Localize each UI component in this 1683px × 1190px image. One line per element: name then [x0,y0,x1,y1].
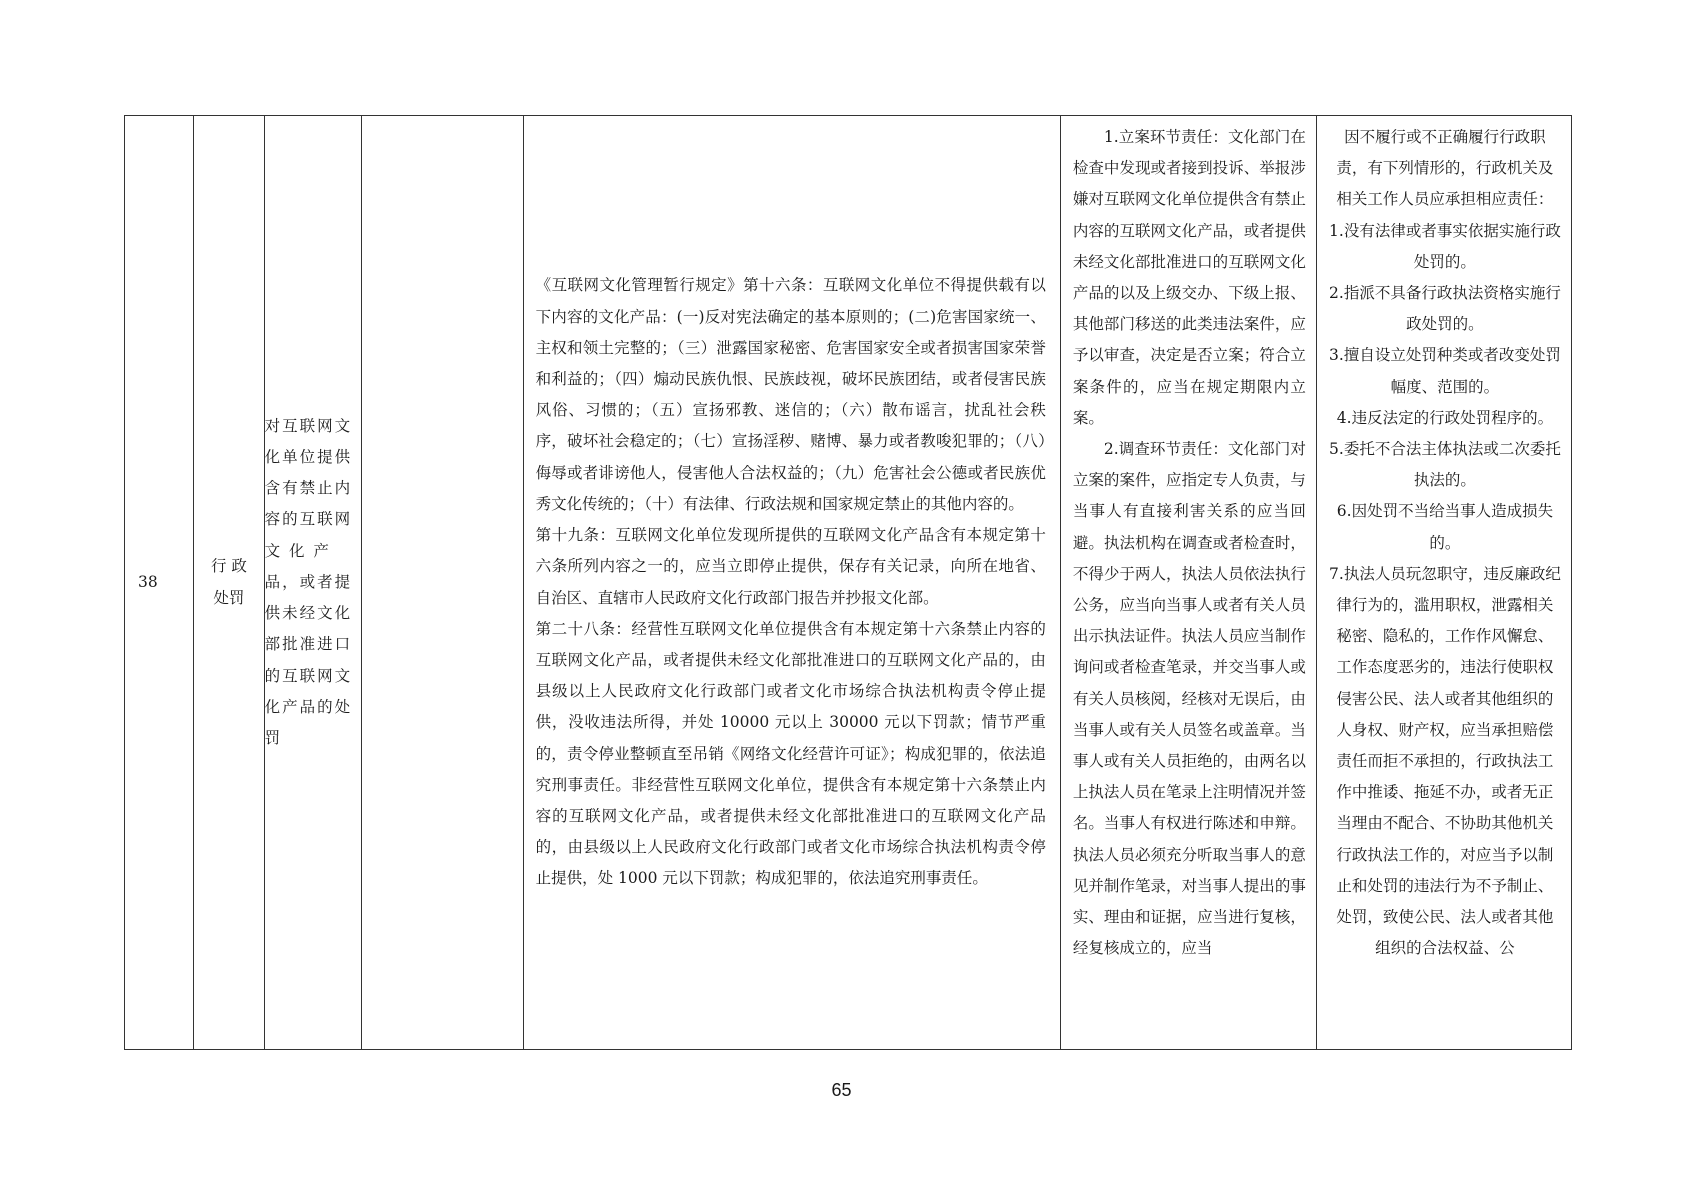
duty-paragraph: 1.立案环节责任：文化部门在检查中发现或者接到投诉、举报涉嫌对互联网文化单位提供含有禁止内容的互联网文化产品，或者提供未经文化部批准进口的互联网文化产品的以及上级交办、下级上报、其他部门移送的此类违法案件，应予以审查，决定是否立案；符合立案条件的，应当在规定期限内立案。 [1072,128,1306,427]
responsibility-paragraph: 7.执法人员玩忽职守，违反廉政纪律行为的，滥用职权，泄露相关秘密、隐私的，工作作风懈怠、工作态度恶劣的，违法行使职权侵害公民、法人或者其他组织的人身权、财产权，应当承担赔偿责任而拒不承担的，行政执法工作中推诿、拖延不办，或者无正当理由不配合、不协助其他机关行政执法工作的，对应当予以制止和处罚的违法行为不予制止、处罚，致使公民、法人或者其他组织的合法权益、公 [1329,564,1561,958]
duty-paragraph: 2.调查环节责任：文化部门对立案的案件，应指定专人负责，与当事人有直接利害关系的应当回避。执法机构在调查或者检查时，不得少于两人，执法人员依法执行公务，应当向当事人或者有关人员出示执法证件。执法人员应当制作询问或者检查笔录，并交当事人或有关人员核阅，经核对无误后，由当事人或有关人员签名或盖章。当事人或有关人员拒绝的，由两名以上执法人员在笔录上注明情况并签名。当事人有权进行陈述和申辩。执法人员必须充分听取当事人的意见并制作笔录，对当事人提出的事实、理由和证据，应当进行复核，经复核成立的，应当 [1072,440,1306,958]
power-type-cell [194,116,264,1050]
page-number: 65 [831,1080,852,1100]
responsibility-paragraph: 1.没有法律或者事实依据实施行政处罚的。 [1329,221,1561,271]
responsibility-paragraph: 4.违反法定的行政处罚程序的。 [1336,408,1554,427]
duty-cell [1060,116,1316,1050]
responsibility-paragraph: 5.委托不合法主体执法或二次委托执法的。 [1329,440,1561,490]
enforcement-table [124,115,1572,1050]
item-name: 对互联网文化单位提供含有禁止内容的互联网文 化 产品，或者提供未经文化部批准进口的互联网文化产品的处罚 [264,416,353,747]
blank-cell [361,116,523,1050]
responsibility-paragraph: 3.擅自设立处罚种类或者改变处罚幅度、范围的。 [1329,346,1561,396]
responsibility-paragraph: 2.指派不具备行政执法资格实施行政处罚的。 [1329,284,1561,334]
legal-basis-cell [523,116,1060,1050]
table-row [125,116,1572,1050]
responsibility-paragraph: 因不履行或不正确履行行政职责，有下列情形的，行政机关及相关工作人员应承担相应责任： [1336,128,1554,209]
item-name-cell [264,116,361,1050]
row-number-cell [125,116,194,1050]
responsibility-cell [1316,116,1571,1050]
legal-basis-paragraph: 第十九条：互联网文化单位发现所提供的互联网文化产品含有本规定第十六条所列内容之一的，应当立即停止提供，保存有关记录，向所在地省、自治区、直辖市人民政府文化行政部门报告并抄报文化部。 [535,526,1046,607]
legal-basis-paragraph: 《互联网文化管理暂行规定》第十六条：互联网文化单位不得提供载有以下内容的文化产品：(一)反对宪法确定的基本原则的；(二)危害国家统一、主权和领土完整的；（三）泄露国家秘密、危害国家安全或者损害国家荣誉和利益的；（四）煽动民族仇恨、民族歧视，破坏民族团结，或者侵害民族风俗、习惯的；（五）宣扬邪教、迷信的；（六）散布谣言，扰乱社会秩序，破坏社会稳定的；（七）宣扬淫秽、赌博、暴力或者教唆犯罪的；（八）侮辱或者诽谤他人，侵害他人合法权益的；（九）危害社会公德或者民族优秀文化传统的；（十）有法律、行政法规和国家规定禁止的其他内容的。 [535,276,1046,513]
responsibility-paragraph: 6.因处罚不当给当事人造成损失的。 [1336,502,1554,552]
power-type: 行 政 处罚 [210,557,247,607]
legal-basis-paragraph: 第二十八条：经营性互联网文化单位提供含有本规定第十六条禁止内容的互联网文化产品，或者提供未经文化部批准进口的互联网文化产品的，由县级以上人民政府文化行政部门或者文化市场综合执法机构责令停止提供，没收违法所得，并处 10000 元以上 30000 元以下罚款；情节严重的，责令停业整顿直至吊销《网络文化经营许可证》；构成犯罪的，依法追究刑事责任。非经营性互联网文化单位，提供含有本规定第十六条禁止内容的互联网文化产品，或者提供未经文化部批准进口的互联网文化产品的，由县级以上人民政府文化行政部门或者文化市场综合执法机构责令停止提供，处 1000 元以下罚款；构成犯罪的，依法追究刑事责任。 [535,619,1046,888]
row-number: 38 [138,572,158,591]
